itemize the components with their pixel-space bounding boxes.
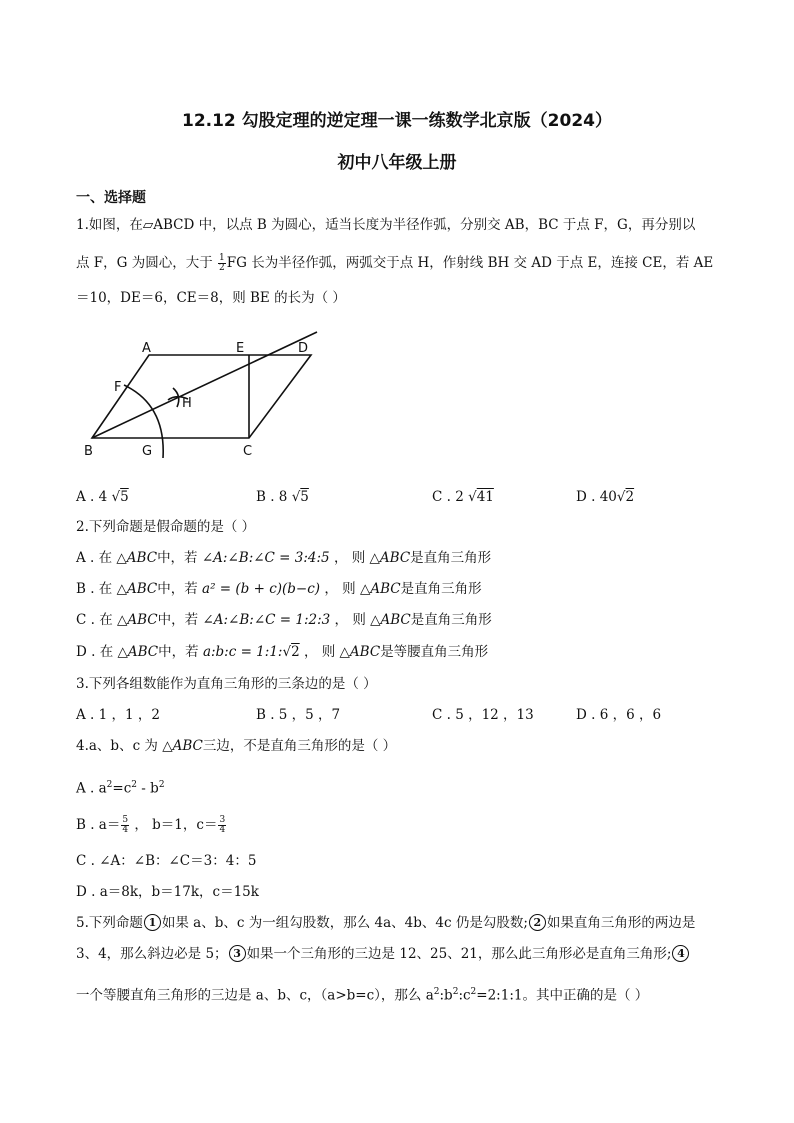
q1-line2 (76, 254, 713, 273)
q2-option-a[interactable] (76, 549, 491, 567)
parallelogram-figure (76, 330, 336, 465)
opt-text: A . 4 (76, 489, 112, 505)
opt-text: ， 则 (320, 581, 360, 597)
triangle-symbol: △ABC (116, 581, 158, 597)
triangle-symbol: △ABC (162, 738, 203, 754)
label-b: B (84, 444, 93, 459)
opt-text: 中，若 (157, 550, 202, 566)
q5-text: 一个等腰直角三角形的三边是 a、b、c，（a>b=c），那么 a (76, 987, 434, 1004)
label-g: G (142, 444, 153, 459)
frac-den: 4 (122, 825, 129, 835)
q4-option-c[interactable]: C . ∠A：∠B：∠C＝3：4：5 (76, 853, 257, 869)
frac-den: 4 (219, 825, 226, 835)
q5-text: =2:1:1。其中正确的是（ ） (476, 987, 649, 1004)
q5-text: 5.下列命题 (76, 915, 143, 931)
frac-num: 5 (122, 815, 129, 825)
frac-den: 2 (219, 263, 225, 273)
opt-text: D . 40 (576, 489, 617, 505)
opt-text: - b (137, 780, 159, 797)
opt-expr: ∠A:∠B:∠C = 3:4:5 (201, 550, 330, 566)
triangle-symbol: △ABC (359, 581, 401, 597)
label-h: H (182, 396, 192, 411)
opt-text: ， 则 (330, 612, 371, 628)
q1-line3: ＝10，DE＝6，CE＝8，则 BE 的长为（ ） (76, 290, 346, 306)
q5-text: 如果一个三角形的三边是 12、25、21，那么此三角形必是直角三角形; (246, 946, 672, 962)
circled-number-3: 3 (229, 945, 246, 962)
q1-option-b[interactable]: B . 8 √5 (256, 489, 309, 505)
q3-option-c[interactable]: C . 5 ，12 ，13 (432, 707, 534, 723)
q5-line2 (76, 945, 690, 963)
q1-line2-a: 点 F，G 为圆心，大于 (76, 255, 213, 271)
frac-num: 3 (219, 815, 226, 825)
exponent: 2 (131, 780, 138, 790)
exponent: 2 (470, 987, 477, 997)
fraction (121, 816, 129, 835)
exponent: 2 (106, 780, 113, 790)
q5-text: 3、4，那么斜边必是 5； (76, 946, 228, 962)
opt-text: C . 2 (432, 489, 469, 505)
section-heading: 一、选择题 (76, 190, 146, 206)
q5-line3 (76, 983, 648, 1005)
opt-label: D . 在 (76, 644, 118, 660)
label-d: D (298, 341, 309, 356)
triangle-symbol: △ABC (369, 550, 411, 566)
q5-text: :c (458, 987, 471, 1004)
q2-option-b[interactable] (76, 580, 482, 598)
opt-radicand: 5 (300, 489, 309, 505)
q3-option-b[interactable]: B . 5 ，5 ，7 (256, 707, 341, 723)
exponent: 2 (433, 987, 440, 997)
opt-text: 是直角三角形 (410, 550, 492, 566)
opt-text: 中，若 (158, 644, 203, 660)
triangle-symbol: △ABC (117, 644, 159, 660)
triangle-symbol: △ABC (370, 612, 411, 628)
opt-radicand: 2 (291, 644, 300, 660)
opt-text: ， b＝1，c＝ (130, 817, 218, 833)
opt-text: 中，若 (157, 612, 203, 628)
q1-line2-b: FG 长为半径作弧，两弧交于点 H，作射线 BH 交 AD 于点 E，连接 CE，若 AE (226, 255, 714, 271)
q3-stem: 3.下列各组数能作为直角三角形的三条边的是（ ） (76, 676, 377, 692)
page-title: 12.12 勾股定理的逆定理一课一练数学北京版（2024） (181, 111, 612, 131)
q3-option-d[interactable]: D . 6 ，6 ，6 (576, 707, 662, 723)
opt-text: B . a＝ (76, 817, 121, 833)
parallelogram-abcd (92, 355, 311, 438)
q1-option-c[interactable]: C . 2 √41 (432, 489, 494, 505)
q4-option-b[interactable] (76, 816, 227, 835)
q2-stem: 2.下列命题是假命题的是（ ） (76, 519, 256, 535)
q5-text: 如果直角三角形的两边是 (546, 915, 696, 931)
opt-text: ， 则 (329, 550, 370, 566)
triangle-symbol: △ABC (116, 550, 158, 566)
circled-number-1: 1 (144, 914, 161, 931)
label-f: F (114, 380, 122, 395)
q2-option-c[interactable] (76, 611, 492, 629)
opt-text: 是等腰直角三角形 (380, 644, 489, 660)
opt-expr: ∠A:∠B:∠C = 1:2:3 (202, 612, 331, 628)
opt-text: A . a (76, 780, 107, 797)
q4-option-d[interactable]: D . a＝8k，b＝17k，c＝15k (76, 884, 259, 900)
page-subtitle: 初中八年级上册 (337, 153, 457, 173)
q1-option-a[interactable]: A . 4 √5 (76, 489, 129, 505)
circled-number-2: 2 (529, 914, 546, 931)
exponent: 2 (158, 780, 165, 790)
opt-expr: a:b:c = 1:1: (202, 644, 283, 660)
q1-line1: 1.如图，在▱ABCD 中，以点 B 为圆心，适当长度为半径作弧，分别交 AB，BC 于点 F，G，再分别以 (76, 217, 696, 233)
q3-option-a[interactable]: A . 1 ，1 ，2 (76, 707, 160, 723)
q4-option-a[interactable] (76, 776, 165, 798)
opt-text: 是直角三角形 (400, 581, 482, 597)
frac-num: 1 (219, 253, 225, 263)
q1-fraction (218, 254, 226, 273)
opt-text: 是直角三角形 (410, 612, 492, 628)
exponent: 2 (452, 987, 459, 997)
circled-number-4: 4 (672, 945, 689, 962)
label-e: E (236, 341, 245, 356)
opt-text: B . 8 (256, 489, 292, 505)
opt-text: =c (112, 780, 132, 797)
opt-text: 中，若 (157, 581, 203, 597)
opt-radicand: 41 (476, 489, 494, 505)
label-a: A (142, 341, 151, 356)
triangle-symbol: △ABC (339, 644, 381, 660)
q4-stem (76, 737, 396, 755)
q5-text: :b (439, 987, 453, 1004)
q2-option-d[interactable]: D . 在 △ABC中，若 a:b:c = 1:1:√2 ， 则 △ABC是等腰直角三角形 (76, 644, 489, 660)
opt-expr: a² = (b + c)(b−c) (202, 581, 321, 597)
fraction (218, 816, 226, 835)
triangle-symbol: △ABC (117, 612, 158, 628)
q1-option-d[interactable]: D . 40√2 (576, 489, 635, 505)
opt-text: ， 则 (299, 644, 340, 660)
opt-label: B . 在 (76, 581, 117, 597)
opt-radicand: 2 (625, 489, 635, 505)
opt-label: C . 在 (76, 612, 117, 628)
opt-radicand: 5 (120, 489, 129, 505)
label-c: C (243, 444, 253, 459)
stem-text: 4.a、b、c 为 (76, 738, 163, 754)
opt-label: A . 在 (76, 550, 117, 566)
stem-text: 三边，不是直角三角形的是（ ） (202, 738, 397, 754)
q5-text: 如果 a、b、c 为一组勾股数，那么 4a、4b、4c 仍是勾股数; (161, 915, 528, 931)
q5-line1 (76, 914, 695, 932)
